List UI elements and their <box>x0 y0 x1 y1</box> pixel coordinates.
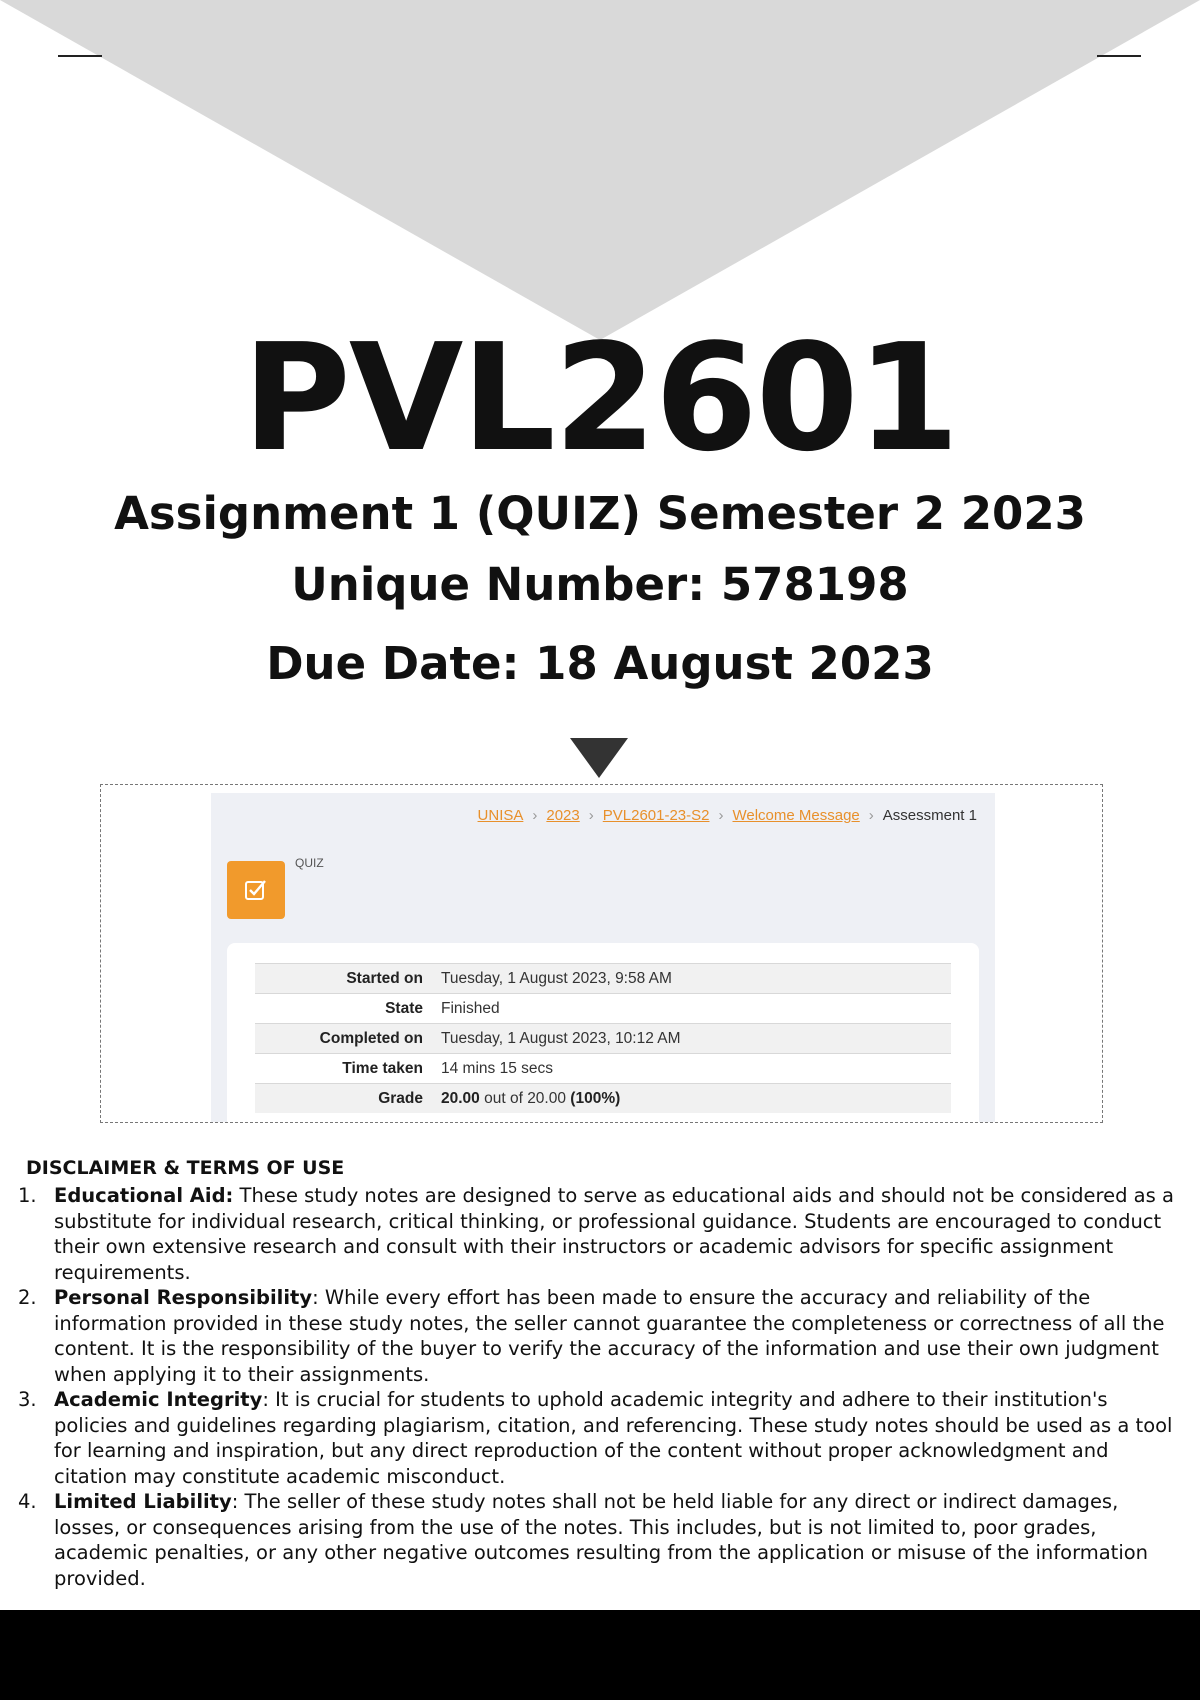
summary-value: Finished <box>441 999 500 1017</box>
summary-label: State <box>385 999 423 1017</box>
attempt-summary-card <box>227 943 979 1123</box>
item-text: These study notes are designed to serve as educational aids and should not be considered as a substitute for individual research, critical thinking, or professional guidance. Students are encouraged to conduct their own extensive research and consult with their instructors or academic advisors for specific assignment requirements. <box>54 1184 1174 1284</box>
due-date: Due Date: 18 August 2023 <box>266 637 934 690</box>
summary-value: Tuesday, 1 August 2023, 9:58 AM <box>441 969 672 987</box>
table-row <box>255 1054 951 1084</box>
breadcrumb-separator: › <box>868 807 874 824</box>
item-text: : It is crucial for students to uphold academic integrity and adhere to their institution's policies and guidelines regarding plagiarism, citation, and referencing. These study notes should be used as a tool for learning and inspiration, but any direct reproduction of the content without proper acknowledgment and citation may constitute academic misconduct. <box>54 1388 1173 1488</box>
summary-label: Started on <box>346 969 423 987</box>
header-chevron-graphic <box>0 0 1200 340</box>
item-text: : The seller of these study notes shall not be held liable for any direct or indirect damages, losses, or consequences arising from the use of the notes. This includes, but is not limited to, poor grades, academic penalties, or any other negative outcomes resulting from the application or misuse of the information provided. <box>54 1490 1149 1590</box>
breadcrumb-separator: › <box>532 807 538 824</box>
attempt-summary-table <box>255 963 951 1113</box>
breadcrumb-item-welcome-message[interactable]: Welcome Message <box>732 807 860 824</box>
down-arrow-icon <box>570 738 628 778</box>
grade-percent: (100%) <box>570 1089 621 1107</box>
summary-label: Completed on <box>319 1029 423 1047</box>
item-number: 2. <box>18 1286 37 1309</box>
summary-label: Grade <box>378 1089 423 1107</box>
list-item <box>16 1387 1186 1489</box>
item-title: Personal Responsibility <box>54 1286 313 1309</box>
bottom-black-bar <box>0 1610 1200 1700</box>
item-number: 4. <box>18 1490 37 1513</box>
table-row <box>255 1024 951 1054</box>
breadcrumb-item-2023[interactable]: 2023 <box>546 807 580 824</box>
checkbox-edit-icon <box>244 878 268 902</box>
item-text: : While every effort has been made to ensure the accuracy and reliability of the information provided in these study notes, the seller cannot guarantee the completeness or correctness of all the content. It is the responsibility of the buyer to verify the accuracy of the information and use their own judgment when applying it to their assignments. <box>54 1286 1165 1386</box>
summary-label: Time taken <box>342 1059 423 1077</box>
breadcrumb-separator: › <box>718 807 724 824</box>
breadcrumb <box>478 807 977 824</box>
moodle-page <box>211 793 995 1123</box>
assignment-subtitle: Assignment 1 (QUIZ) Semester 2 2023 <box>114 487 1086 540</box>
quiz-result-screenshot <box>100 784 1103 1123</box>
list-item <box>16 1489 1186 1591</box>
list-item <box>16 1183 1186 1285</box>
grade-value <box>433 1084 951 1114</box>
disclaimer-list <box>16 1183 1186 1591</box>
table-row <box>255 994 951 1024</box>
breadcrumb-item-unisa[interactable]: UNISA <box>477 807 524 824</box>
quiz-activity-icon <box>227 861 285 919</box>
item-title: Educational Aid: <box>54 1184 234 1207</box>
corner-rule-left <box>58 55 102 57</box>
grade-out-of: out of 20.00 <box>479 1089 571 1107</box>
item-title: Limited Liability <box>54 1490 232 1513</box>
corner-rule-right <box>1097 55 1141 57</box>
breadcrumb-item-current: Assessment 1 <box>882 807 977 824</box>
activity-type-label: QUIZ <box>295 856 324 870</box>
item-number: 1. <box>18 1184 37 1207</box>
item-number: 3. <box>18 1388 37 1411</box>
breadcrumb-separator: › <box>588 807 594 824</box>
unique-number: Unique Number: 578198 <box>291 558 909 611</box>
list-item <box>16 1285 1186 1387</box>
summary-value: Tuesday, 1 August 2023, 10:12 AM <box>441 1029 681 1047</box>
table-row <box>255 964 951 994</box>
grade-score: 20.00 <box>441 1089 480 1107</box>
disclaimer-title: DISCLAIMER & TERMS OF USE <box>26 1157 345 1179</box>
breadcrumb-item-course[interactable]: PVL2601-23-S2 <box>602 807 710 824</box>
table-row <box>255 1084 951 1114</box>
summary-value: 14 mins 15 secs <box>441 1059 553 1077</box>
course-code-heading: PVL2601 <box>242 312 958 484</box>
item-title: Academic Integrity <box>54 1388 263 1411</box>
